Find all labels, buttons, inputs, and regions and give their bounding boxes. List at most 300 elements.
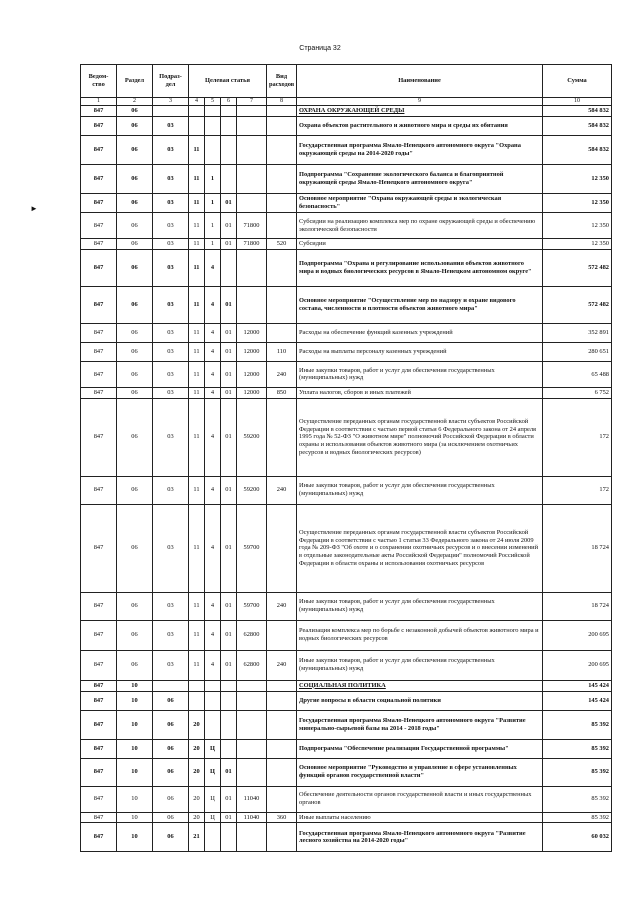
cell-vedomstvo: 847	[81, 398, 117, 476]
cell-vid-rashodov	[267, 117, 297, 136]
table-row	[81, 323, 612, 342]
cell-summa: 12 350	[543, 194, 612, 213]
column-number-row	[81, 98, 612, 106]
cell-program: 20	[189, 812, 205, 823]
cell-event	[221, 739, 237, 758]
cell-razdel: 10	[117, 823, 153, 852]
cell-vid-rashodov	[267, 786, 297, 812]
cell-event	[221, 165, 237, 194]
table-row	[81, 387, 612, 398]
cell-razdel: 06	[117, 117, 153, 136]
cell-program: 11	[189, 387, 205, 398]
cell-program: 11	[189, 361, 205, 387]
cell-vid-rashodov	[267, 213, 297, 239]
cell-subprogram: 4	[205, 650, 221, 680]
cell-summa: 60 032	[543, 823, 612, 852]
table-row	[81, 286, 612, 323]
cell-podrazdel: 06	[153, 758, 189, 786]
cell-razdel: 06	[117, 165, 153, 194]
cell-event	[221, 823, 237, 852]
cell-program: 20	[189, 710, 205, 739]
cell-podrazdel: 03	[153, 213, 189, 239]
column-number: 8	[267, 98, 297, 106]
cell-razdel: 06	[117, 592, 153, 620]
cell-summa: 65 488	[543, 361, 612, 387]
table-row	[81, 758, 612, 786]
cell-vid-rashodov: 110	[267, 342, 297, 361]
cell-podrazdel: 06	[153, 812, 189, 823]
cell-event: 01	[221, 620, 237, 650]
cell-event	[221, 691, 237, 710]
cell-podrazdel: 03	[153, 165, 189, 194]
cell-program: 20	[189, 786, 205, 812]
cell-summa: 85 392	[543, 758, 612, 786]
cell-subprogram	[205, 117, 221, 136]
cell-summa: 12 350	[543, 239, 612, 250]
cell-summa: 6 752	[543, 387, 612, 398]
cell-naimenovanie: Осуществление переданных органам государственной власти субъектов Российской Федерации в соответствии с частью первой статьи 6 Федерального закона от 24 апреля 1995 года № 52-ФЗ "О животном мире" полномочий Российской Федерации в области охраны и использования объектов животного мира (за исключением охотничьих ресурсов и водных биологических ресурсов)	[297, 398, 543, 476]
cell-summa: 85 392	[543, 786, 612, 812]
table-row	[81, 710, 612, 739]
table-row	[81, 239, 612, 250]
cell-podrazdel: 03	[153, 249, 189, 286]
cell-naimenovanie: Охрана объектов растительного и животного мира и среды их обитания	[297, 117, 543, 136]
cell-summa: 172	[543, 398, 612, 476]
cell-naimenovanie: Расходы на обеспечение функций казенных учреждений	[297, 323, 543, 342]
cell-subprogram: 1	[205, 239, 221, 250]
cell-summa: 352 891	[543, 323, 612, 342]
cell-razdel: 06	[117, 213, 153, 239]
table-row	[81, 680, 612, 691]
cell-subprogram: 4	[205, 476, 221, 504]
cell-vedomstvo: 847	[81, 650, 117, 680]
cell-event: 01	[221, 812, 237, 823]
cell-summa: 18 724	[543, 592, 612, 620]
table-row	[81, 592, 612, 620]
cell-summa: 145 424	[543, 691, 612, 710]
cell-razdel: 06	[117, 650, 153, 680]
cell-program: 11	[189, 398, 205, 476]
cell-program: 11	[189, 592, 205, 620]
cell-naimenovanie: Подпрограмма "Охрана и регулирование использования объектов животного мира и водных биологических ресурсов в Ямало-Ненецком автономном округе"	[297, 249, 543, 286]
cell-vid-rashodov	[267, 286, 297, 323]
cell-direction: 59200	[237, 398, 267, 476]
cell-summa: 12 350	[543, 165, 612, 194]
cell-subprogram	[205, 106, 221, 117]
table-row	[81, 620, 612, 650]
cell-podrazdel: 06	[153, 691, 189, 710]
table-row	[81, 194, 612, 213]
table-row	[81, 342, 612, 361]
cell-podrazdel: 03	[153, 361, 189, 387]
cell-program	[189, 117, 205, 136]
cell-podrazdel: 03	[153, 476, 189, 504]
cell-vid-rashodov	[267, 323, 297, 342]
column-number: 7	[237, 98, 267, 106]
table-row	[81, 213, 612, 239]
cell-direction: 11040	[237, 786, 267, 812]
cell-vedomstvo: 847	[81, 249, 117, 286]
cell-razdel: 10	[117, 739, 153, 758]
cell-podrazdel	[153, 106, 189, 117]
cell-event: 01	[221, 194, 237, 213]
cell-podrazdel: 03	[153, 620, 189, 650]
cell-direction	[237, 249, 267, 286]
cell-vid-rashodov: 240	[267, 592, 297, 620]
column-number: 1	[81, 98, 117, 106]
cell-direction	[237, 194, 267, 213]
cell-vedomstvo: 847	[81, 758, 117, 786]
cell-naimenovanie: Основное мероприятие "Осуществление мер по надзору и охране видового состава, численности и плотности объектов животного мира"	[297, 286, 543, 323]
column-number: 2	[117, 98, 153, 106]
cell-podrazdel: 06	[153, 786, 189, 812]
cell-direction: 11040	[237, 812, 267, 823]
cell-vid-rashodov	[267, 739, 297, 758]
cell-subprogram	[205, 823, 221, 852]
column-number: 5	[205, 98, 221, 106]
cell-vedomstvo: 847	[81, 592, 117, 620]
cell-vedomstvo: 847	[81, 342, 117, 361]
cell-razdel: 10	[117, 680, 153, 691]
cell-program	[189, 691, 205, 710]
cell-direction	[237, 710, 267, 739]
cell-razdel: 06	[117, 620, 153, 650]
cell-direction	[237, 136, 267, 165]
cell-program: 11	[189, 213, 205, 239]
cell-direction: 59700	[237, 592, 267, 620]
cell-vid-rashodov: 850	[267, 387, 297, 398]
cell-podrazdel: 03	[153, 239, 189, 250]
cell-podrazdel: 03	[153, 136, 189, 165]
cell-vid-rashodov	[267, 106, 297, 117]
cell-naimenovanie: Государственная программа Ямало-Ненецкого автономного округа "Развитие минерально-сырьевой базы на 2014 - 2018 годы"	[297, 710, 543, 739]
cell-vid-rashodov	[267, 165, 297, 194]
table-row	[81, 106, 612, 117]
cell-razdel: 06	[117, 476, 153, 504]
header-summa: Сумма	[543, 65, 612, 98]
cell-direction: 62800	[237, 620, 267, 650]
cell-summa: 145 424	[543, 680, 612, 691]
cell-summa: 85 392	[543, 812, 612, 823]
cell-event	[221, 106, 237, 117]
cell-podrazdel: 06	[153, 823, 189, 852]
cell-program: 21	[189, 823, 205, 852]
cell-subprogram: 1	[205, 213, 221, 239]
cell-vedomstvo: 847	[81, 739, 117, 758]
cell-vedomstvo: 847	[81, 194, 117, 213]
cell-program: 20	[189, 758, 205, 786]
cell-subprogram: 4	[205, 342, 221, 361]
cell-direction	[237, 739, 267, 758]
cell-vedomstvo: 847	[81, 361, 117, 387]
cell-program: 11	[189, 136, 205, 165]
cell-program: 11	[189, 165, 205, 194]
cell-razdel: 06	[117, 342, 153, 361]
cell-podrazdel: 03	[153, 398, 189, 476]
cell-program: 11	[189, 249, 205, 286]
cell-program: 11	[189, 342, 205, 361]
cell-subprogram: 4	[205, 361, 221, 387]
header-vedomstvo: Ведом-ство	[81, 65, 117, 98]
cell-summa: 584 832	[543, 136, 612, 165]
cell-naimenovanie: Иные закупки товаров, работ и услуг для обеспечения государственных (муниципальных) нужд	[297, 361, 543, 387]
cell-summa: 172	[543, 476, 612, 504]
cell-event	[221, 249, 237, 286]
cell-direction: 12000	[237, 323, 267, 342]
table-row	[81, 165, 612, 194]
cell-razdel: 06	[117, 194, 153, 213]
column-number: 3	[153, 98, 189, 106]
header-row	[81, 65, 612, 98]
cell-summa: 200 695	[543, 650, 612, 680]
cell-subprogram: Ц	[205, 786, 221, 812]
cell-event: 01	[221, 476, 237, 504]
table-row	[81, 504, 612, 592]
cell-naimenovanie: Основное мероприятие "Руководство и управление в сфере установленных функций органов государственной власти"	[297, 758, 543, 786]
cell-event: 01	[221, 786, 237, 812]
cell-program	[189, 106, 205, 117]
cell-summa: 280 651	[543, 342, 612, 361]
cell-event: 01	[221, 239, 237, 250]
cell-vid-rashodov	[267, 194, 297, 213]
cell-razdel: 06	[117, 239, 153, 250]
cell-podrazdel	[153, 680, 189, 691]
cell-naimenovanie: Подпрограмма "Сохранение экологического баланса и благоприятной окружающей среды Ямало-Ненецкого автономного округа"	[297, 165, 543, 194]
cell-program	[189, 680, 205, 691]
cell-podrazdel: 03	[153, 323, 189, 342]
cell-naimenovanie: Уплата налогов, сборов и иных платежей	[297, 387, 543, 398]
cell-vedomstvo: 847	[81, 106, 117, 117]
cell-direction: 59700	[237, 504, 267, 592]
cell-subprogram: 4	[205, 592, 221, 620]
cell-direction	[237, 758, 267, 786]
table-row	[81, 650, 612, 680]
cell-naimenovanie: Основное мероприятие "Охрана окружающей среды и экологическая безопасность"	[297, 194, 543, 213]
cell-podrazdel: 03	[153, 342, 189, 361]
budget-table	[80, 64, 612, 852]
page-label: Страница 32	[299, 45, 341, 52]
cell-vedomstvo: 847	[81, 680, 117, 691]
header-razdel: Раздел	[117, 65, 153, 98]
cell-subprogram: 4	[205, 620, 221, 650]
cell-summa: 85 392	[543, 739, 612, 758]
cell-razdel: 06	[117, 106, 153, 117]
cell-program: 11	[189, 239, 205, 250]
cell-subprogram: Ц	[205, 758, 221, 786]
cell-vedomstvo: 847	[81, 823, 117, 852]
cell-subprogram: 4	[205, 398, 221, 476]
cell-event: 01	[221, 213, 237, 239]
cell-razdel: 06	[117, 398, 153, 476]
table-row	[81, 691, 612, 710]
cell-event: 01	[221, 323, 237, 342]
cell-podrazdel: 03	[153, 504, 189, 592]
cell-podrazdel: 03	[153, 286, 189, 323]
cell-summa: 584 832	[543, 117, 612, 136]
cell-event: 01	[221, 398, 237, 476]
cell-event	[221, 680, 237, 691]
column-number: 6	[221, 98, 237, 106]
cell-subprogram	[205, 691, 221, 710]
cell-vedomstvo: 847	[81, 117, 117, 136]
column-number: 9	[297, 98, 543, 106]
cell-podrazdel: 06	[153, 739, 189, 758]
cell-event: 01	[221, 758, 237, 786]
cell-direction	[237, 286, 267, 323]
cell-direction	[237, 106, 267, 117]
cell-naimenovanie: Другие вопросы в области социальной политики	[297, 691, 543, 710]
cell-direction	[237, 117, 267, 136]
header-podrazdel: Подраз-дел	[153, 65, 189, 98]
cell-event: 01	[221, 504, 237, 592]
cell-event: 01	[221, 592, 237, 620]
table-row	[81, 823, 612, 852]
cell-vedomstvo: 847	[81, 239, 117, 250]
cell-vedomstvo: 847	[81, 165, 117, 194]
cell-program: 11	[189, 286, 205, 323]
cell-subprogram: 4	[205, 387, 221, 398]
cell-event: 01	[221, 387, 237, 398]
cell-subprogram: Ц	[205, 739, 221, 758]
cell-direction	[237, 165, 267, 194]
cell-direction: 12000	[237, 342, 267, 361]
cell-naimenovanie: Осуществление переданных органам государственной власти субъектов Российской Федерации в соответствии с частью 1 статьи 33 Федерального закона от 24 июля 2009 года № 209-ФЗ "Об охоте и о сохранении охотничьих ресурсов и о внесении изменений в отдельные законодательные акты Российской Федерации" полномочий Российской Федерации в области охраны и использования охотничьих ресурсов	[297, 504, 543, 592]
cell-vid-rashodov: 360	[267, 812, 297, 823]
cell-direction	[237, 823, 267, 852]
cell-event: 01	[221, 342, 237, 361]
cell-subprogram: 4	[205, 286, 221, 323]
cell-razdel: 10	[117, 710, 153, 739]
cell-program: 11	[189, 650, 205, 680]
cell-podrazdel: 03	[153, 650, 189, 680]
cell-direction: 71800	[237, 213, 267, 239]
cell-podrazdel: 03	[153, 194, 189, 213]
cell-podrazdel: 03	[153, 387, 189, 398]
cell-program: 11	[189, 504, 205, 592]
header-naimenovanie: Наименование	[297, 65, 543, 98]
cell-naimenovanie: Иные выплаты населению	[297, 812, 543, 823]
cell-vid-rashodov: 240	[267, 650, 297, 680]
cell-subprogram: 1	[205, 194, 221, 213]
cell-vid-rashodov	[267, 823, 297, 852]
table-body	[81, 106, 612, 852]
cell-direction	[237, 691, 267, 710]
cell-vedomstvo: 847	[81, 286, 117, 323]
cell-razdel: 06	[117, 504, 153, 592]
header-celevaya-statya: Целевая статья	[189, 65, 267, 98]
table-row	[81, 786, 612, 812]
cell-summa: 572 482	[543, 249, 612, 286]
cell-podrazdel: 06	[153, 710, 189, 739]
table-row	[81, 739, 612, 758]
cell-direction: 71800	[237, 239, 267, 250]
cell-naimenovanie: СОЦИАЛЬНАЯ ПОЛИТИКА	[297, 680, 543, 691]
cell-razdel: 10	[117, 812, 153, 823]
cell-razdel: 10	[117, 691, 153, 710]
table-row	[81, 136, 612, 165]
cell-razdel: 06	[117, 361, 153, 387]
cell-vid-rashodov: 240	[267, 361, 297, 387]
cell-summa: 85 392	[543, 710, 612, 739]
cell-vid-rashodov	[267, 620, 297, 650]
cell-naimenovanie: Государственная программа Ямало-Ненецкого автономного округа "Охрана окружающей среды на 2014-2020 годы"	[297, 136, 543, 165]
cell-vedomstvo: 847	[81, 710, 117, 739]
cell-vid-rashodov	[267, 758, 297, 786]
cell-direction: 12000	[237, 387, 267, 398]
cell-vedomstvo: 847	[81, 476, 117, 504]
cell-program: 11	[189, 620, 205, 650]
cell-program: 20	[189, 739, 205, 758]
cell-subprogram: 1	[205, 165, 221, 194]
cell-vid-rashodov	[267, 680, 297, 691]
cell-direction	[237, 680, 267, 691]
cell-naimenovanie: Субсидии на реализацию комплекса мер по охране окружающей среды и обеспечению экологической безопасности	[297, 213, 543, 239]
cell-vid-rashodov: 520	[267, 239, 297, 250]
cell-naimenovanie: Иные закупки товаров, работ и услуг для обеспечения государственных (муниципальных) нужд	[297, 592, 543, 620]
cell-razdel: 06	[117, 136, 153, 165]
cell-program: 11	[189, 476, 205, 504]
cell-vedomstvo: 847	[81, 504, 117, 592]
cell-event: 01	[221, 650, 237, 680]
cell-subprogram: 4	[205, 323, 221, 342]
cell-naimenovanie: Обеспечение деятельности органов государственной власти и иных государственных органов	[297, 786, 543, 812]
margin-mark-icon: ►	[30, 204, 38, 213]
cell-subprogram	[205, 136, 221, 165]
cell-vid-rashodov	[267, 691, 297, 710]
cell-vedomstvo: 847	[81, 812, 117, 823]
cell-event: 01	[221, 361, 237, 387]
cell-event: 01	[221, 286, 237, 323]
cell-subprogram: 4	[205, 249, 221, 286]
cell-event	[221, 710, 237, 739]
cell-razdel: 06	[117, 286, 153, 323]
column-number: 4	[189, 98, 205, 106]
table-row	[81, 398, 612, 476]
cell-subprogram	[205, 680, 221, 691]
cell-vedomstvo: 847	[81, 213, 117, 239]
cell-vedomstvo: 847	[81, 786, 117, 812]
cell-event	[221, 117, 237, 136]
cell-vedomstvo: 847	[81, 620, 117, 650]
cell-summa: 12 350	[543, 213, 612, 239]
cell-event	[221, 136, 237, 165]
table-row	[81, 249, 612, 286]
cell-razdel: 10	[117, 758, 153, 786]
cell-direction: 59200	[237, 476, 267, 504]
cell-vid-rashodov	[267, 710, 297, 739]
column-number: 10	[543, 98, 612, 106]
cell-vid-rashodov	[267, 398, 297, 476]
cell-direction: 12000	[237, 361, 267, 387]
table-row	[81, 117, 612, 136]
cell-program: 11	[189, 194, 205, 213]
cell-naimenovanie: Реализация комплекса мер по борьбе с незаконной добычей объектов животного мира и водных биологических ресурсов	[297, 620, 543, 650]
cell-razdel: 06	[117, 323, 153, 342]
cell-summa: 584 832	[543, 106, 612, 117]
cell-vedomstvo: 847	[81, 323, 117, 342]
cell-naimenovanie: Иные закупки товаров, работ и услуг для обеспечения государственных (муниципальных) нужд	[297, 476, 543, 504]
cell-naimenovanie: Государственная программа Ямало-Ненецкого автономного округа "Развитие лесного хозяйства на 2014-2020 годы"	[297, 823, 543, 852]
cell-summa: 200 695	[543, 620, 612, 650]
cell-summa: 18 724	[543, 504, 612, 592]
cell-razdel: 06	[117, 249, 153, 286]
cell-naimenovanie: Субсидии	[297, 239, 543, 250]
cell-vid-rashodov	[267, 136, 297, 165]
cell-subprogram: Ц	[205, 812, 221, 823]
cell-vedomstvo: 847	[81, 691, 117, 710]
cell-naimenovanie: Расходы на выплаты персоналу казенных учреждений	[297, 342, 543, 361]
cell-summa: 572 482	[543, 286, 612, 323]
